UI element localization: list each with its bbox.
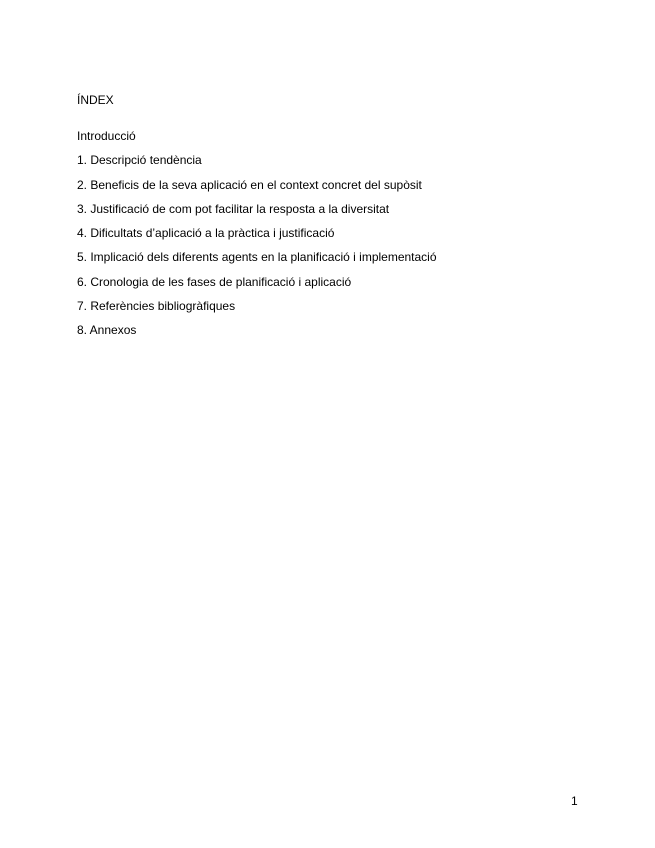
toc-entry-8: 8. Annexos: [77, 323, 137, 338]
table-of-contents: [77, 129, 437, 348]
index-title: ÍNDEX: [77, 93, 114, 107]
toc-entry-7: 7. Referències bibliogràfiques: [77, 299, 236, 314]
toc-entry-1: 1. Descripció tendència: [77, 153, 202, 168]
toc-entry-introduction: Introducció: [77, 129, 136, 143]
toc-entry-4: 4. Dificultats d’aplicació a la pràctica i justificació: [77, 226, 335, 241]
toc-entry-3: 3. Justificació de com pot facilitar la resposta a la diversitat: [77, 201, 390, 216]
page-number: 1: [571, 794, 578, 808]
toc-entry-6: 6. Cronologia de les fases de planificació i aplicació: [77, 274, 352, 289]
toc-entry-5: 5. Implicació dels diferents agents en la planificació i implementació: [77, 250, 437, 265]
toc-entry-2: 2. Beneficis de la seva aplicació en el context concret del supòsit: [77, 177, 422, 192]
